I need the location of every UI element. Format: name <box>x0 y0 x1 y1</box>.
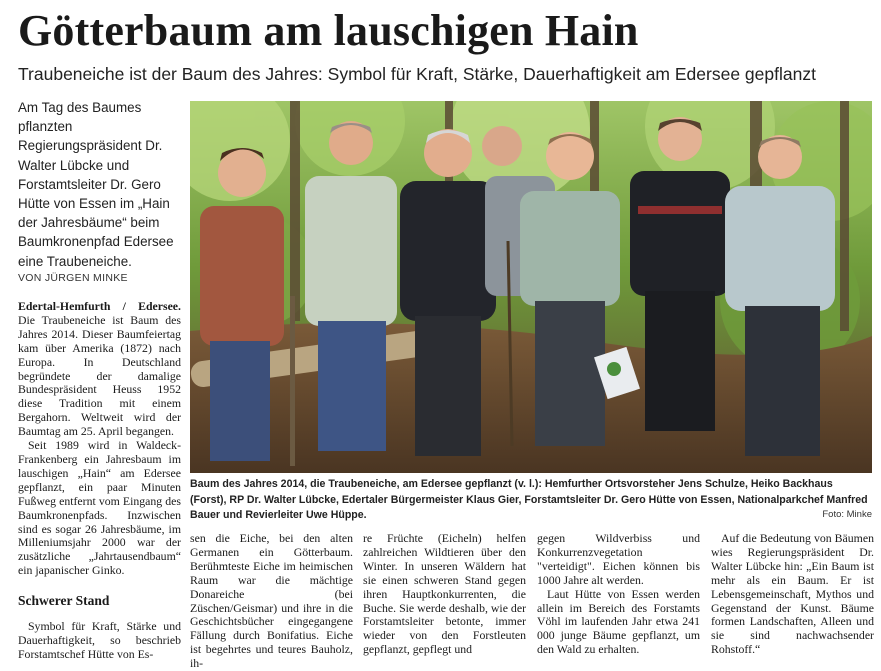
article-column-5 <box>711 532 874 657</box>
paragraph-5: Auf die Bedeutung von Bäumen wies Regierungspräsident Dr. Walter Lübcke hin: „Ein Baum ist mehr als ein Baum. Er ist Lebensgemeinschaft, Mythos und Gegenstand der Kunst. Bäume formen Landschaften, Alleen und sie sind nachwachsender Rohstoff.“ <box>711 531 874 657</box>
article-column-1 <box>18 300 181 662</box>
photo-caption: Baum des Jahres 2014, die Traubeneiche, am Edersee gepflanzt (v. l.): Hemfurther Ortsvorsteher Jens Schulze, Heiko Backhaus (Forst), RP Dr. Walter Lübcke, Edertaler Bürgermeister Klaus Gier, Forstamtsleiter Dr. Gero Hütte von Essen, Nationalparkchef Manfred Bauer und Revierleiter Uwe Hüppe. <box>190 478 868 522</box>
paragraph-2: Seit 1989 wird in Waldeck-Frankenberg ein Jahresbaum im lauschigen „Hain“ am Edersee gepflanzt, ein paar Minuten Fußweg entfernt vom Eingang des Baumkronenpfads. Inzwischen sind es sogar 26 Jahresbäume, im Milleniumsjahr 2000 war der zusätzliche „Jahrtausendbaum“ ein japanischer Ginko. <box>18 438 181 578</box>
paragraph-3-part-3: re Früchte (Eicheln) helfen zahlreichen Wildtieren über den Winter. In unseren Wäldern hat sie einen schweren Stand gegen ihren Hauptkonkurrenten, die Buche. Sie werde deshalb, wie der Forstamtsleiter betonte, immer wieder von den Forstleuten gepflanzt, gepflegt und <box>363 531 526 657</box>
group-photo <box>190 101 872 473</box>
paragraph-4: Laut Hütte von Essen werden allein im Bereich des Forstamts Vöhl im laufenden Jahr etwa 241 000 junge Bäume gepflanzt, um den Wald zu erhalten. <box>537 586 700 657</box>
article-column-2 <box>190 532 353 671</box>
paragraph-1-text: Die Traubeneiche ist Baum des Jahres 2014. Dieser Baumfeiertag kam über Amerika (1872) nach Europa. In Deutschland begründete der damalige Bundespräsident Heuss 1952 diese Tradition mit einem Bergahorn. Weltweit wird der Baumtag am 25. April begangen. <box>18 312 181 439</box>
article-column-4 <box>537 532 700 657</box>
dateline: Edertal-Hemfurth / Edersee. <box>18 299 181 313</box>
intro-text: Am Tag des Baumes pflanzten Regierungspräsident Dr. Walter Lübcke und Forstamtsleiter Dr. Gero Hütte von Essen im „Hain der Jahresbäume“ beim Baumkronenpfad Edersee eine Traubeneiche. <box>18 100 174 269</box>
article-column-3 <box>363 532 526 657</box>
paragraph-3-part-4: gegen Wildverbiss und Konkurrenzvegetation "verteidigt". Eichen können bis 1000 Jahre alt werden. <box>537 531 700 587</box>
paragraph-3-part-2: sen die Eiche, bei den alten Germanen ein Götterbaum. Berühmteste Eiche im heimischen Raum war die mächtige Donareiche (bei Züschen/Geismar) und ihre in die Geschichtsbücher eingegangene Fällung durch Bonifatius. Eiche ist begehrtes und teures Bauholz, ih- <box>190 531 353 671</box>
paragraph-1 <box>18 300 181 439</box>
author-byline: VON JÜRGEN MINKE <box>18 272 128 284</box>
headline: Götterbaum am lauschigen Hain <box>18 6 639 55</box>
subheadline: Traubeneiche ist der Baum des Jahres: Symbol für Kraft, Stärke, Dauerhaftigkeit am Edersee gepflanzt <box>18 64 816 84</box>
paragraph-3-part-1: Symbol für Kraft, Stärke und Dauerhaftigkeit, so beschrieb Forstamtschef Hütte von Es- <box>18 619 181 661</box>
subheading: Schwerer Stand <box>18 593 110 609</box>
photo-credit: Foto: Minke <box>822 509 872 520</box>
